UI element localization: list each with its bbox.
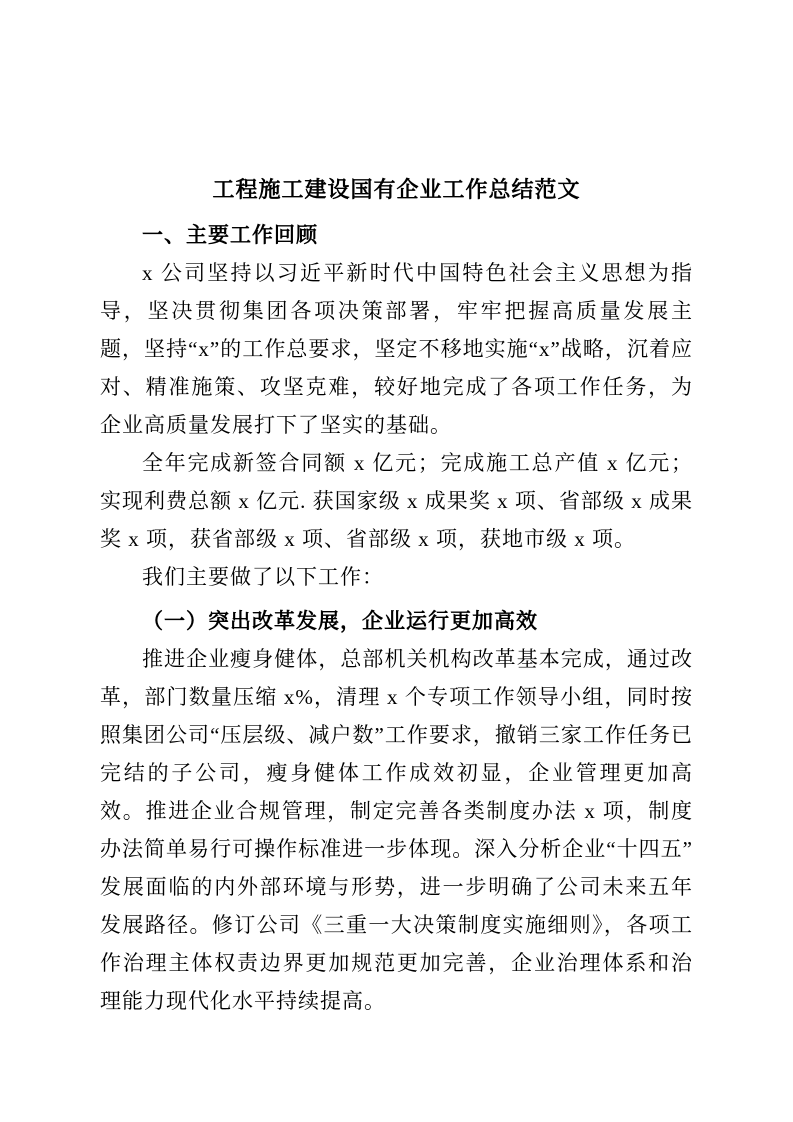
paragraph-annual-results: 全年完成新签合同额 x 亿元；完成施工总产值 x 亿元；实现利费总额 x 亿元. 获国家级 x 成果奖 x 项、省部级 x 成果奖 x 项，获省部级 x 项、省部级 x 项，获地市级 x 项。 (100, 451, 693, 551)
paragraph-reform-details: 推进企业瘦身健体，总部机关机构改革基本完成，通过改革，部门数量压缩 x%，清理 x 个专项工作领导小组，同时按照集团公司“压层级、减户数”工作要求，撤销三家工作任务已完结的子公司，瘦身健体工作成效初显，企业管理更加高效。推进企业合规管理，制定完善各类制度办法 x 项，制度办法简单易行可操作标准进一步体现。深入分析企业“十四五”发展面临的内外部环境与形势，进一步明确了公司未来五年发展路径。修订公司《三重一大决策制度实施细则》，各项工作治理主体权责边界更加规范更加完善，企业治理体系和治理能力现代化水平持续提高。 (100, 647, 693, 1013)
section-heading-reform-development: （一）突出改革发展，企业运行更加高效 (142, 609, 538, 633)
document-title: 工程施工建设国有企业工作总结范文 (212, 177, 581, 202)
paragraph-work-lead-in: 我们主要做了以下工作： (142, 565, 384, 589)
section-heading-main-review: 一、主要工作回顾 (142, 223, 318, 247)
paragraph-guiding-ideology: x 公司坚持以习近平新时代中国特色社会主义思想为指导，坚决贯彻集团各项决策部署，牢牢把握高质量发展主题，坚持“x”的工作总要求，坚定不移地实施“x”战略，沉着应对、精准施策、攻坚克难，较好地完成了各项工作任务，为企业高质量发展打下了坚实的基础。 (100, 261, 693, 437)
